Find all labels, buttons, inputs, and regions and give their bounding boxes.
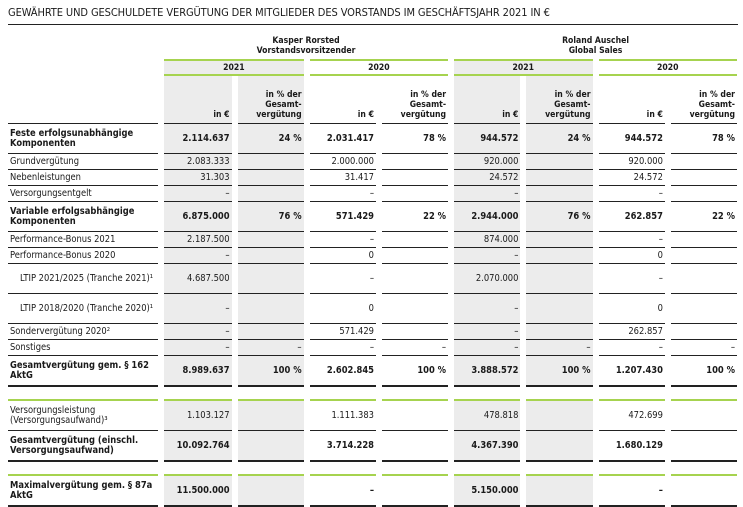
percent-cell	[382, 248, 448, 264]
percent-cell	[382, 186, 448, 202]
value-cell: 944.572	[454, 124, 520, 154]
percent-cell	[382, 324, 448, 340]
value-cell: –	[454, 324, 520, 340]
value-cell: –	[599, 264, 665, 294]
value-cell: 1.680.129	[599, 431, 665, 462]
value-cell: 3.888.572	[454, 356, 520, 387]
value-cell: –	[599, 232, 665, 248]
table-row	[8, 124, 737, 154]
percent-cell: 76 %	[526, 202, 592, 232]
percent-cell	[238, 474, 304, 507]
percent-cell	[238, 248, 304, 264]
value-cell: –	[454, 340, 520, 356]
table-row	[8, 324, 737, 340]
value-cell: 920.000	[599, 154, 665, 170]
percent-cell: 22 %	[382, 202, 448, 232]
row-label: LTIP 2021/2025 (Tranche 2021)¹	[8, 264, 158, 294]
value-cell: –	[454, 248, 520, 264]
percent-cell	[671, 264, 737, 294]
unit-header: in €	[599, 76, 665, 124]
compensation-table	[2, 36, 743, 507]
value-cell: 24.572	[599, 170, 665, 186]
table-row	[8, 264, 737, 294]
unit-header: in €	[454, 76, 520, 124]
percent-cell	[526, 399, 592, 431]
table-row	[8, 248, 737, 264]
value-cell: 571.429	[310, 202, 376, 232]
percent-cell: 100 %	[382, 356, 448, 387]
value-cell: –	[164, 340, 232, 356]
value-cell: 11.500.000	[164, 474, 232, 507]
table-row	[8, 154, 737, 170]
value-cell: 571.429	[310, 324, 376, 340]
value-cell: 0	[599, 294, 665, 324]
value-cell: –	[164, 186, 232, 202]
percent-cell	[382, 154, 448, 170]
value-cell: 2.602.845	[310, 356, 376, 387]
value-cell: 0	[310, 248, 376, 264]
value-cell: 5.150.000	[454, 474, 520, 507]
value-cell: 8.989.637	[164, 356, 232, 387]
table-row	[8, 356, 737, 387]
row-label: Versorgungsleistung (Versorgungsaufwand)³	[8, 399, 158, 431]
table-row	[8, 474, 737, 507]
percent-cell	[238, 154, 304, 170]
value-cell: 31.303	[164, 170, 232, 186]
person-header: Kasper Rorsted Vorstandsvorsitzender	[256, 36, 356, 56]
value-cell: 10.092.764	[164, 431, 232, 462]
unit-header: in % der Gesamt- vergütung	[671, 76, 737, 124]
row-label: Nebenleistungen	[8, 170, 158, 186]
percent-cell	[526, 232, 592, 248]
row-label: Sonstiges	[8, 340, 158, 356]
percent-cell	[238, 431, 304, 462]
value-cell: –	[599, 474, 665, 507]
value-cell: 0	[310, 294, 376, 324]
row-label: Grundvergütung	[8, 154, 158, 170]
percent-cell	[526, 431, 592, 462]
year-header: 2020	[310, 59, 448, 76]
table-row	[8, 431, 737, 462]
value-cell: –	[310, 232, 376, 248]
table-title: GEWÄHRTE UND GESCHULDETE VERGÜTUNG DER MITGLIEDER DES VORSTANDS IM GESCHÄFTSJAHR 2021 IN €	[8, 6, 738, 25]
percent-cell	[671, 431, 737, 462]
value-cell: 1.111.383	[310, 399, 376, 431]
value-cell: –	[310, 186, 376, 202]
value-cell: –	[164, 248, 232, 264]
value-cell: 262.857	[599, 202, 665, 232]
value-cell: –	[599, 340, 665, 356]
value-cell: 6.875.000	[164, 202, 232, 232]
table-row	[8, 340, 737, 356]
row-label: Performance-Bonus 2020	[8, 248, 158, 264]
percent-cell	[671, 294, 737, 324]
row-label: Gesamtvergütung gem. § 162 AktG	[8, 356, 158, 387]
percent-cell	[382, 170, 448, 186]
value-cell: 0	[599, 248, 665, 264]
percent-cell	[526, 186, 592, 202]
percent-cell	[526, 264, 592, 294]
value-cell: 4.687.500	[164, 264, 232, 294]
unit-header: in €	[164, 76, 232, 124]
value-cell: 2.944.000	[454, 202, 520, 232]
percent-cell: 100 %	[238, 356, 304, 387]
percent-cell	[671, 474, 737, 507]
percent-cell: 76 %	[238, 202, 304, 232]
value-cell: 2.187.500	[164, 232, 232, 248]
row-label: Performance-Bonus 2021	[8, 232, 158, 248]
value-cell: 262.857	[599, 324, 665, 340]
percent-cell: 22 %	[671, 202, 737, 232]
row-label: Maximalvergütung gem. § 87a AktG	[8, 474, 158, 507]
table-row	[8, 399, 737, 431]
table-row	[8, 170, 737, 186]
row-label: Gesamtvergütung (einschl. Versorgungsaufwand)	[8, 431, 158, 462]
percent-cell: 100 %	[671, 356, 737, 387]
year-header: 2021	[164, 59, 304, 76]
table-row	[8, 294, 737, 324]
value-cell: –	[310, 474, 376, 507]
row-label: Sondervergütung 2020²	[8, 324, 158, 340]
percent-cell: –	[382, 340, 448, 356]
percent-cell	[526, 170, 592, 186]
year-header: 2020	[599, 59, 737, 76]
value-cell: 2.114.637	[164, 124, 232, 154]
percent-cell: 100 %	[526, 356, 592, 387]
value-cell: 1.103.127	[164, 399, 232, 431]
value-cell: 920.000	[454, 154, 520, 170]
value-cell: 1.207.430	[599, 356, 665, 387]
percent-cell: 24 %	[238, 124, 304, 154]
value-cell: –	[164, 294, 232, 324]
percent-cell	[526, 294, 592, 324]
percent-cell	[382, 399, 448, 431]
percent-cell	[671, 399, 737, 431]
percent-cell	[238, 186, 304, 202]
percent-cell: –	[526, 340, 592, 356]
percent-cell: 78 %	[382, 124, 448, 154]
value-cell: –	[310, 340, 376, 356]
row-label: Variable erfolgsabhängige Komponenten	[8, 202, 158, 232]
percent-cell	[238, 324, 304, 340]
percent-cell	[526, 154, 592, 170]
percent-cell	[526, 474, 592, 507]
percent-cell	[238, 264, 304, 294]
value-cell: –	[164, 324, 232, 340]
percent-cell: 78 %	[671, 124, 737, 154]
percent-cell: 24 %	[526, 124, 592, 154]
percent-cell	[671, 232, 737, 248]
table-row	[8, 186, 737, 202]
unit-header: in % der Gesamt- vergütung	[526, 76, 592, 124]
percent-cell	[526, 324, 592, 340]
value-cell: 31.417	[310, 170, 376, 186]
value-cell: 478.818	[454, 399, 520, 431]
value-cell: 944.572	[599, 124, 665, 154]
percent-cell	[382, 264, 448, 294]
percent-cell	[238, 294, 304, 324]
percent-cell	[671, 324, 737, 340]
person-header: Roland Auschel Global Sales	[562, 36, 629, 56]
percent-cell	[382, 431, 448, 462]
row-label: Feste erfolgsunabhängige Komponenten	[8, 124, 158, 154]
table-row	[8, 202, 737, 232]
percent-cell	[382, 294, 448, 324]
row-label: Versorgungsentgelt	[8, 186, 158, 202]
table-row	[8, 232, 737, 248]
value-cell: 472.699	[599, 399, 665, 431]
percent-cell: –	[671, 340, 737, 356]
value-cell: 3.714.228	[310, 431, 376, 462]
value-cell: 2.070.000	[454, 264, 520, 294]
unit-header: in €	[310, 76, 376, 124]
value-cell: –	[599, 186, 665, 202]
percent-cell	[671, 248, 737, 264]
value-cell: 874.000	[454, 232, 520, 248]
unit-header: in % der Gesamt- vergütung	[238, 76, 304, 124]
percent-cell	[382, 232, 448, 248]
value-cell: –	[454, 186, 520, 202]
percent-cell	[238, 170, 304, 186]
percent-cell	[382, 474, 448, 507]
unit-header: in % der Gesamt- vergütung	[382, 76, 448, 124]
percent-cell: –	[238, 340, 304, 356]
value-cell: –	[454, 294, 520, 324]
value-cell: 4.367.390	[454, 431, 520, 462]
percent-cell	[671, 154, 737, 170]
value-cell: 24.572	[454, 170, 520, 186]
percent-cell	[238, 399, 304, 431]
value-cell: 2.083.333	[164, 154, 232, 170]
percent-cell	[238, 232, 304, 248]
percent-cell	[671, 186, 737, 202]
value-cell: 2.000.000	[310, 154, 376, 170]
percent-cell	[671, 170, 737, 186]
percent-cell	[526, 248, 592, 264]
value-cell: –	[310, 264, 376, 294]
year-header: 2021	[454, 59, 592, 76]
value-cell: 2.031.417	[310, 124, 376, 154]
row-label: LTIP 2018/2020 (Tranche 2020)¹	[8, 294, 158, 324]
